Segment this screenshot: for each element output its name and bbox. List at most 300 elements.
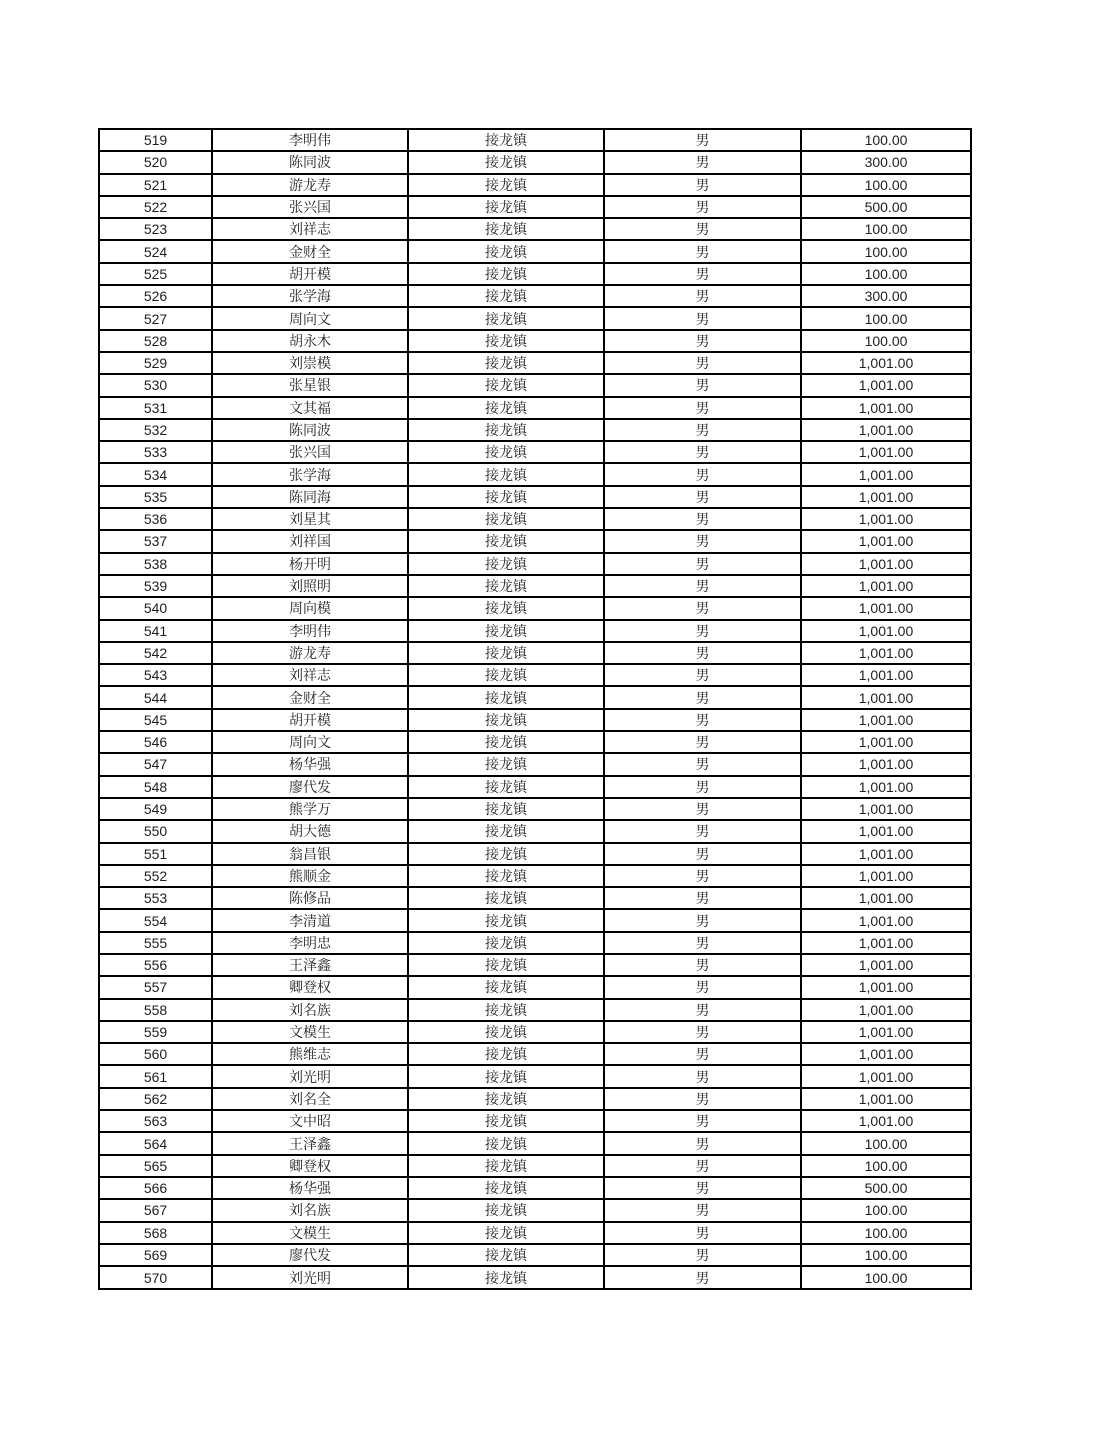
table-row [99,1177,971,1199]
cell-gender: 男 [604,463,801,485]
cell-gender: 男 [604,976,801,998]
cell-amount: 1,001.00 [801,642,971,664]
cell-town: 接龙镇 [408,664,604,686]
table-row [99,999,971,1021]
cell-town: 接龙镇 [408,642,604,664]
table-row [99,1065,971,1087]
cell-amount: 1,001.00 [801,553,971,575]
cell-name: 李明忠 [212,932,408,954]
cell-town: 接龙镇 [408,820,604,842]
cell-town: 接龙镇 [408,1043,604,1065]
cell-town: 接龙镇 [408,620,604,642]
table-row [99,731,971,753]
cell-row-number: 523 [99,218,212,240]
cell-town: 接龙镇 [408,1110,604,1132]
table-row [99,664,971,686]
cell-town: 接龙镇 [408,1177,604,1199]
cell-row-number: 530 [99,374,212,396]
cell-row-number: 561 [99,1065,212,1087]
cell-row-number: 531 [99,397,212,419]
cell-gender: 男 [604,486,801,508]
cell-town: 接龙镇 [408,240,604,262]
table-row [99,887,971,909]
cell-gender: 男 [604,263,801,285]
cell-amount: 1,001.00 [801,909,971,931]
cell-town: 接龙镇 [408,999,604,1021]
cell-gender: 男 [604,843,801,865]
document-page [98,128,972,1290]
table-row [99,820,971,842]
table-row [99,575,971,597]
cell-name: 文中昭 [212,1110,408,1132]
cell-name: 李明伟 [212,129,408,151]
cell-row-number: 546 [99,731,212,753]
cell-amount: 300.00 [801,151,971,173]
cell-gender: 男 [604,441,801,463]
cell-name: 张学海 [212,285,408,307]
cell-town: 接龙镇 [408,129,604,151]
cell-amount: 1,001.00 [801,352,971,374]
table-row [99,1199,971,1221]
cell-name: 李明伟 [212,620,408,642]
cell-town: 接龙镇 [408,196,604,218]
cell-row-number: 534 [99,463,212,485]
cell-row-number: 565 [99,1155,212,1177]
cell-town: 接龙镇 [408,218,604,240]
cell-town: 接龙镇 [408,976,604,998]
cell-row-number: 527 [99,307,212,329]
table-row [99,798,971,820]
cell-name: 王泽鑫 [212,954,408,976]
cell-town: 接龙镇 [408,865,604,887]
table-row [99,709,971,731]
cell-row-number: 529 [99,352,212,374]
cell-amount: 100.00 [801,330,971,352]
table-row [99,1088,971,1110]
cell-name: 廖代发 [212,1244,408,1266]
table-row [99,285,971,307]
cell-gender: 男 [604,1266,801,1289]
cell-row-number: 549 [99,798,212,820]
cell-name: 胡永木 [212,330,408,352]
cell-name: 卿登权 [212,976,408,998]
cell-name: 杨开明 [212,553,408,575]
cell-gender: 男 [604,330,801,352]
cell-amount: 1,001.00 [801,374,971,396]
cell-name: 刘名族 [212,1199,408,1221]
cell-amount: 1,001.00 [801,597,971,619]
cell-name: 卿登权 [212,1155,408,1177]
cell-amount: 1,001.00 [801,820,971,842]
cell-row-number: 525 [99,263,212,285]
cell-amount: 100.00 [801,1199,971,1221]
cell-amount: 100.00 [801,1132,971,1154]
cell-gender: 男 [604,999,801,1021]
cell-gender: 男 [604,508,801,530]
cell-amount: 1,001.00 [801,620,971,642]
cell-gender: 男 [604,1132,801,1154]
cell-name: 杨华强 [212,1177,408,1199]
cell-row-number: 539 [99,575,212,597]
cell-row-number: 564 [99,1132,212,1154]
cell-name: 文模生 [212,1222,408,1244]
cell-amount: 1,001.00 [801,1088,971,1110]
cell-gender: 男 [604,1177,801,1199]
cell-row-number: 533 [99,441,212,463]
cell-row-number: 567 [99,1199,212,1221]
cell-town: 接龙镇 [408,1244,604,1266]
cell-row-number: 532 [99,419,212,441]
cell-name: 周向模 [212,597,408,619]
cell-row-number: 544 [99,686,212,708]
cell-gender: 男 [604,419,801,441]
cell-town: 接龙镇 [408,352,604,374]
cell-amount: 1,001.00 [801,843,971,865]
table-row [99,530,971,552]
table-body [99,129,971,1289]
cell-amount: 1,001.00 [801,1021,971,1043]
cell-town: 接龙镇 [408,954,604,976]
table-row [99,1132,971,1154]
cell-amount: 500.00 [801,1177,971,1199]
table-row [99,776,971,798]
cell-gender: 男 [604,151,801,173]
cell-town: 接龙镇 [408,174,604,196]
cell-amount: 300.00 [801,285,971,307]
cell-amount: 100.00 [801,240,971,262]
cell-town: 接龙镇 [408,263,604,285]
cell-gender: 男 [604,1088,801,1110]
cell-name: 胡开模 [212,709,408,731]
cell-row-number: 545 [99,709,212,731]
cell-gender: 男 [604,932,801,954]
cell-town: 接龙镇 [408,709,604,731]
cell-row-number: 551 [99,843,212,865]
cell-amount: 1,001.00 [801,1043,971,1065]
table-row [99,620,971,642]
cell-name: 游龙寿 [212,174,408,196]
table-row [99,240,971,262]
cell-gender: 男 [604,196,801,218]
cell-town: 接龙镇 [408,1021,604,1043]
cell-town: 接龙镇 [408,374,604,396]
cell-name: 张学海 [212,463,408,485]
table-row [99,263,971,285]
cell-name: 周向文 [212,731,408,753]
cell-row-number: 520 [99,151,212,173]
cell-town: 接龙镇 [408,843,604,865]
cell-row-number: 535 [99,486,212,508]
cell-name: 周向文 [212,307,408,329]
cell-name: 杨华强 [212,753,408,775]
cell-town: 接龙镇 [408,553,604,575]
cell-name: 翁昌银 [212,843,408,865]
cell-town: 接龙镇 [408,508,604,530]
cell-row-number: 563 [99,1110,212,1132]
table-row [99,218,971,240]
cell-town: 接龙镇 [408,1222,604,1244]
cell-gender: 男 [604,776,801,798]
cell-town: 接龙镇 [408,330,604,352]
cell-gender: 男 [604,218,801,240]
cell-gender: 男 [604,1021,801,1043]
cell-gender: 男 [604,1155,801,1177]
cell-amount: 1,001.00 [801,999,971,1021]
cell-row-number: 560 [99,1043,212,1065]
cell-amount: 1,001.00 [801,397,971,419]
cell-row-number: 566 [99,1177,212,1199]
cell-town: 接龙镇 [408,776,604,798]
cell-amount: 1,001.00 [801,753,971,775]
cell-town: 接龙镇 [408,397,604,419]
cell-name: 熊顺金 [212,865,408,887]
cell-amount: 100.00 [801,174,971,196]
cell-amount: 1,001.00 [801,709,971,731]
table-row [99,1155,971,1177]
cell-gender: 男 [604,642,801,664]
cell-amount: 1,001.00 [801,530,971,552]
cell-gender: 男 [604,887,801,909]
cell-name: 文其福 [212,397,408,419]
table-row [99,1222,971,1244]
table-row [99,597,971,619]
cell-row-number: 554 [99,909,212,931]
cell-town: 接龙镇 [408,1199,604,1221]
cell-gender: 男 [604,240,801,262]
cell-town: 接龙镇 [408,530,604,552]
table-row [99,352,971,374]
cell-row-number: 553 [99,887,212,909]
cell-row-number: 522 [99,196,212,218]
table-row [99,307,971,329]
cell-name: 陈修品 [212,887,408,909]
table-row [99,374,971,396]
cell-gender: 男 [604,597,801,619]
cell-name: 刘光明 [212,1065,408,1087]
cell-name: 刘照明 [212,575,408,597]
cell-town: 接龙镇 [408,887,604,909]
cell-name: 陈同海 [212,486,408,508]
table-row [99,954,971,976]
cell-amount: 100.00 [801,129,971,151]
table-row [99,397,971,419]
cell-gender: 男 [604,285,801,307]
cell-gender: 男 [604,530,801,552]
cell-gender: 男 [604,352,801,374]
cell-amount: 1,001.00 [801,575,971,597]
table-row [99,865,971,887]
cell-town: 接龙镇 [408,798,604,820]
cell-gender: 男 [604,174,801,196]
table-row [99,1021,971,1043]
cell-name: 文模生 [212,1021,408,1043]
cell-row-number: 569 [99,1244,212,1266]
cell-gender: 男 [604,1065,801,1087]
cell-town: 接龙镇 [408,463,604,485]
cell-row-number: 562 [99,1088,212,1110]
cell-row-number: 570 [99,1266,212,1289]
cell-row-number: 537 [99,530,212,552]
cell-town: 接龙镇 [408,307,604,329]
cell-name: 刘崇模 [212,352,408,374]
table-row [99,330,971,352]
cell-name: 熊维志 [212,1043,408,1065]
cell-town: 接龙镇 [408,575,604,597]
table-row [99,909,971,931]
cell-town: 接龙镇 [408,285,604,307]
cell-name: 胡大德 [212,820,408,842]
cell-row-number: 528 [99,330,212,352]
cell-amount: 1,001.00 [801,976,971,998]
cell-gender: 男 [604,798,801,820]
cell-row-number: 558 [99,999,212,1021]
cell-amount: 1,001.00 [801,419,971,441]
table-row [99,196,971,218]
cell-row-number: 550 [99,820,212,842]
cell-name: 张兴国 [212,196,408,218]
cell-gender: 男 [604,909,801,931]
table-row [99,1244,971,1266]
cell-row-number: 524 [99,240,212,262]
cell-name: 刘祥志 [212,218,408,240]
cell-row-number: 543 [99,664,212,686]
cell-gender: 男 [604,620,801,642]
cell-town: 接龙镇 [408,1155,604,1177]
cell-row-number: 559 [99,1021,212,1043]
cell-town: 接龙镇 [408,486,604,508]
table-row [99,843,971,865]
cell-gender: 男 [604,954,801,976]
cell-row-number: 538 [99,553,212,575]
cell-amount: 100.00 [801,1155,971,1177]
cell-name: 胡开模 [212,263,408,285]
cell-gender: 男 [604,820,801,842]
cell-amount: 1,001.00 [801,486,971,508]
cell-name: 刘光明 [212,1266,408,1289]
cell-amount: 1,001.00 [801,954,971,976]
cell-town: 接龙镇 [408,932,604,954]
table-row [99,976,971,998]
cell-town: 接龙镇 [408,686,604,708]
cell-gender: 男 [604,731,801,753]
cell-amount: 1,001.00 [801,1065,971,1087]
table-row [99,932,971,954]
table-row [99,441,971,463]
cell-row-number: 556 [99,954,212,976]
table-row [99,1043,971,1065]
cell-name: 刘名全 [212,1088,408,1110]
cell-town: 接龙镇 [408,1266,604,1289]
cell-amount: 100.00 [801,1266,971,1289]
cell-gender: 男 [604,709,801,731]
cell-amount: 1,001.00 [801,441,971,463]
cell-amount: 100.00 [801,263,971,285]
cell-gender: 男 [604,1110,801,1132]
cell-row-number: 519 [99,129,212,151]
cell-gender: 男 [604,1222,801,1244]
cell-amount: 1,001.00 [801,865,971,887]
cell-row-number: 540 [99,597,212,619]
cell-name: 熊学万 [212,798,408,820]
table-row [99,686,971,708]
cell-name: 刘名族 [212,999,408,1021]
cell-gender: 男 [604,575,801,597]
cell-row-number: 542 [99,642,212,664]
cell-row-number: 526 [99,285,212,307]
cell-gender: 男 [604,374,801,396]
cell-amount: 1,001.00 [801,798,971,820]
cell-town: 接龙镇 [408,909,604,931]
cell-amount: 100.00 [801,218,971,240]
cell-name: 游龙寿 [212,642,408,664]
cell-town: 接龙镇 [408,1065,604,1087]
cell-row-number: 547 [99,753,212,775]
cell-amount: 1,001.00 [801,686,971,708]
cell-name: 王泽鑫 [212,1132,408,1154]
cell-gender: 男 [604,686,801,708]
table-row [99,151,971,173]
cell-town: 接龙镇 [408,151,604,173]
cell-amount: 1,001.00 [801,887,971,909]
table-row [99,553,971,575]
cell-name: 刘祥志 [212,664,408,686]
cell-row-number: 521 [99,174,212,196]
cell-row-number: 568 [99,1222,212,1244]
cell-name: 张星银 [212,374,408,396]
cell-gender: 男 [604,664,801,686]
cell-name: 刘星其 [212,508,408,530]
cell-name: 廖代发 [212,776,408,798]
table-row [99,129,971,151]
table-row [99,508,971,530]
cell-town: 接龙镇 [408,731,604,753]
cell-amount: 1,001.00 [801,1110,971,1132]
cell-town: 接龙镇 [408,753,604,775]
cell-name: 金财全 [212,240,408,262]
cell-amount: 100.00 [801,1222,971,1244]
cell-amount: 1,001.00 [801,508,971,530]
table-row [99,463,971,485]
cell-amount: 1,001.00 [801,664,971,686]
cell-town: 接龙镇 [408,441,604,463]
cell-town: 接龙镇 [408,1132,604,1154]
cell-row-number: 552 [99,865,212,887]
cell-amount: 500.00 [801,196,971,218]
table-row [99,174,971,196]
cell-gender: 男 [604,397,801,419]
cell-row-number: 536 [99,508,212,530]
cell-gender: 男 [604,307,801,329]
cell-amount: 1,001.00 [801,731,971,753]
cell-amount: 100.00 [801,1244,971,1266]
table-row [99,1266,971,1289]
cell-amount: 1,001.00 [801,463,971,485]
roster-table [98,128,972,1290]
cell-name: 张兴国 [212,441,408,463]
cell-gender: 男 [604,865,801,887]
cell-town: 接龙镇 [408,597,604,619]
cell-town: 接龙镇 [408,1088,604,1110]
cell-name: 刘祥国 [212,530,408,552]
cell-gender: 男 [604,1244,801,1266]
cell-gender: 男 [604,553,801,575]
cell-name: 陈同波 [212,419,408,441]
table-row [99,486,971,508]
cell-gender: 男 [604,753,801,775]
cell-amount: 1,001.00 [801,776,971,798]
cell-gender: 男 [604,1199,801,1221]
cell-town: 接龙镇 [408,419,604,441]
